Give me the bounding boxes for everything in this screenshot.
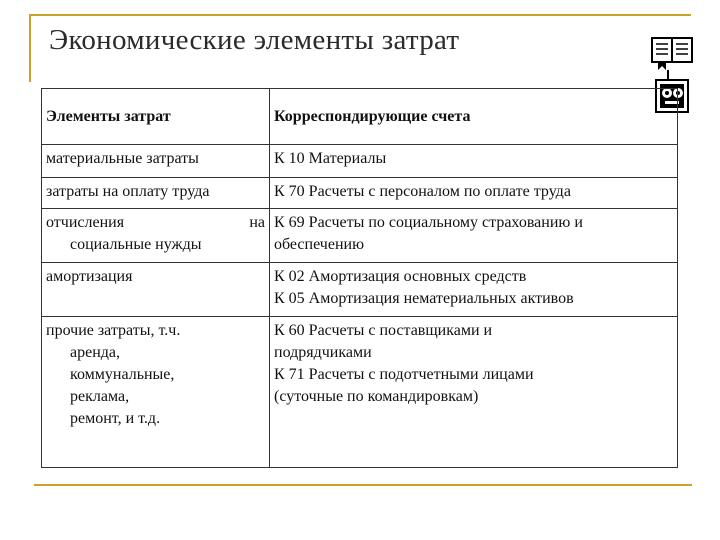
cell-accounts-other [270,317,678,468]
other-accounts-line: К 71 Расчеты с подотчетными лицами [274,366,534,383]
cell-accounts-payroll: К 70 Расчеты с персоналом по оплате труда [270,178,678,209]
deductions-line1 [46,212,265,234]
table-row [42,317,678,468]
other-accounts-line: (суточные по командировкам) [274,388,479,405]
title-frame-horizontal [29,14,691,16]
cost-elements-table [41,88,678,468]
other-element-line: прочие затраты, т.ч. [46,322,181,339]
deductions-word1: отчисления [46,214,125,231]
table-row [42,263,678,317]
table-row [42,178,678,209]
accounts-depreciation-line2: К 05 Амортизация нематериальных активов [274,290,574,307]
table-row [42,209,678,263]
table-header-row [42,89,678,145]
cell-element-other [42,317,270,468]
cell-accounts-materials: К 10 Материалы [270,145,678,178]
cell-accounts-depreciation [270,263,678,317]
bottom-divider [34,484,692,486]
deductions-line2: социальные нужды [70,236,202,253]
accounts-depreciation-line1: К 02 Амортизация основных средств [274,268,527,285]
header-cost-elements: Элементы затрат [42,89,270,145]
header-accounts: Корреспондирующие счета [270,89,678,145]
other-element-line: коммунальные, [70,366,175,383]
title-frame-vertical [29,14,31,82]
other-element-line: ремонт, и т.д. [70,410,161,427]
cell-element-materials: материальные затраты [42,145,270,178]
cell-accounts-deductions [270,209,678,263]
table-row [42,145,678,178]
accounts-deductions-line1: К 69 Расчеты по социальному страхованию и [274,214,583,231]
cell-element-depreciation: амортизация [42,263,270,317]
accounts-deductions-line2: обеспечению [274,236,365,253]
other-accounts-line: подрядчиками [274,344,372,361]
other-element-line: реклама, [70,388,130,405]
slide-title: Экономические элементы затрат [49,24,460,56]
other-accounts-line: К 60 Расчеты с поставщиками и [274,322,493,339]
other-element-line: аренда, [70,344,121,361]
cell-element-deductions [42,209,270,263]
cell-element-payroll: затраты на оплату труда [42,178,270,209]
deductions-word2: на [249,214,265,231]
